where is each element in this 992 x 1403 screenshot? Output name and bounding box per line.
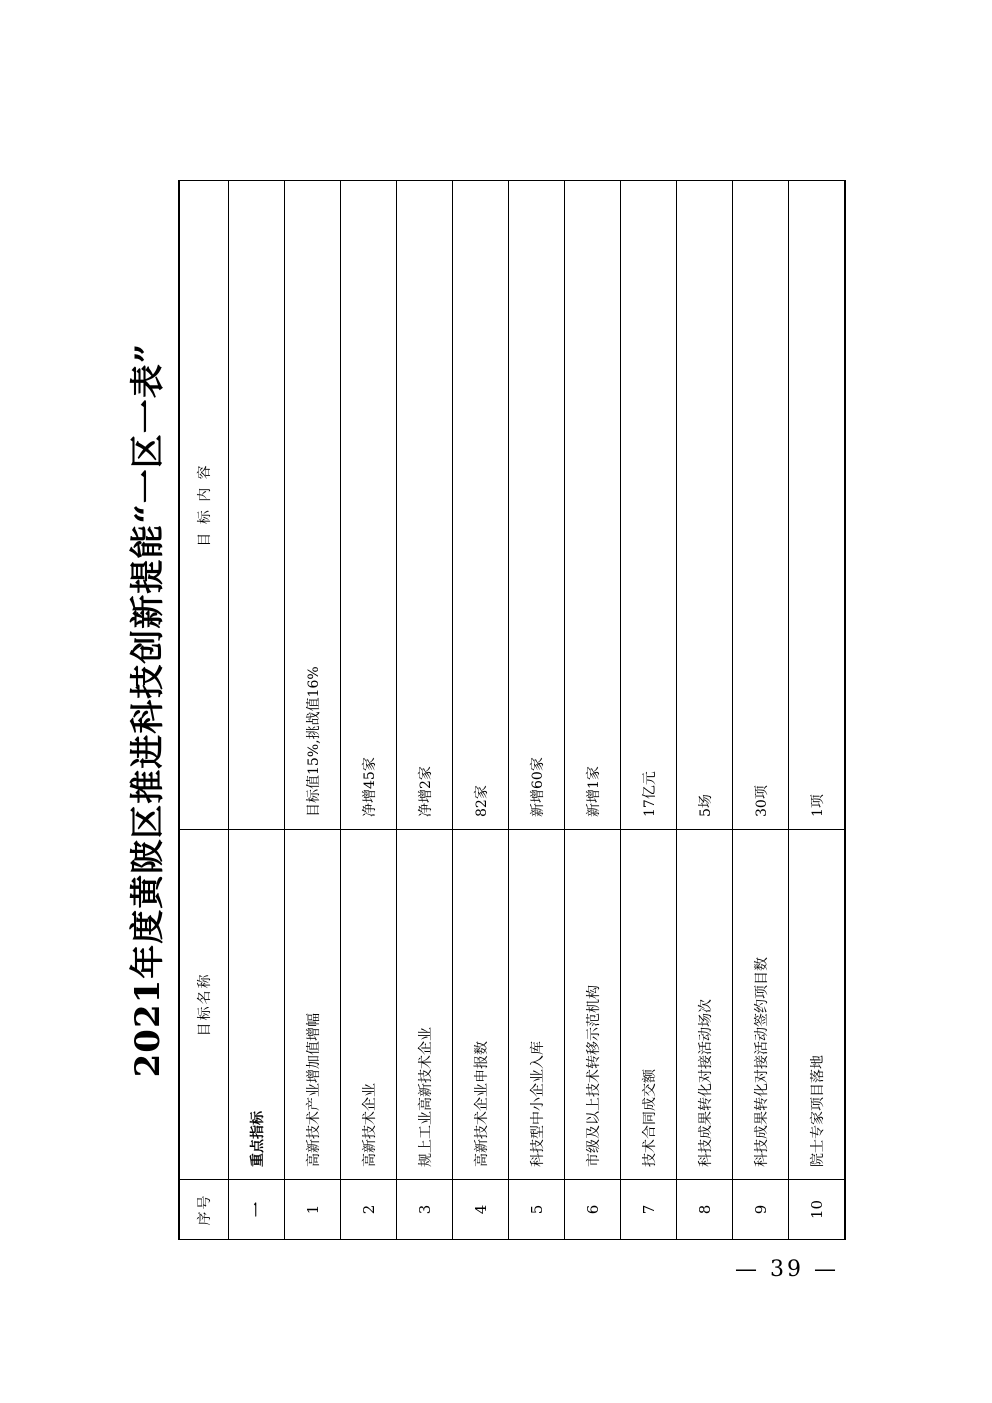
table-row <box>509 181 565 1240</box>
table-row <box>789 181 846 1240</box>
table-row <box>677 181 733 1240</box>
table-row <box>733 181 789 1240</box>
row-target: 82家 <box>453 181 509 830</box>
row-target: 目标值15%,挑战值16% <box>285 181 341 830</box>
table-body <box>229 181 846 1240</box>
row-no: 4 <box>453 1180 509 1240</box>
indicator-table <box>178 180 846 1240</box>
header-target: 目 标 内 容 <box>179 181 229 830</box>
row-name: 高新技术产业增加值增幅 <box>285 830 341 1180</box>
section-row <box>229 181 285 1240</box>
row-no: 10 <box>789 1180 846 1240</box>
row-target: 净增45家 <box>341 181 397 830</box>
row-name: 技术合同成交额 <box>621 830 677 1180</box>
row-target: 新增60家 <box>509 181 565 830</box>
section-no: 一 <box>229 1180 285 1240</box>
row-no: 6 <box>565 1180 621 1240</box>
row-name: 科技成果转化对接活动签约项目数 <box>733 830 789 1180</box>
row-target: 5场 <box>677 181 733 830</box>
table-row <box>397 181 453 1240</box>
row-no: 5 <box>509 1180 565 1240</box>
header-no: 序号 <box>179 1180 229 1240</box>
table-row <box>285 181 341 1240</box>
row-name: 高新技术企业申报数 <box>453 830 509 1180</box>
table-row <box>453 181 509 1240</box>
row-no: 1 <box>285 1180 341 1240</box>
rotated-page <box>50 160 910 1260</box>
row-target: 30项 <box>733 181 789 830</box>
table-row <box>621 181 677 1240</box>
row-no: 3 <box>397 1180 453 1240</box>
row-name: 科技成果转化对接活动场次 <box>677 830 733 1180</box>
table-row <box>341 181 397 1240</box>
section-name: 重点指标 <box>229 830 285 1180</box>
section-target <box>229 181 285 830</box>
table-row <box>565 181 621 1240</box>
row-no: 8 <box>677 1180 733 1240</box>
row-name: 市级及以上技术转移示范机构 <box>565 830 621 1180</box>
row-target: 17亿元 <box>621 181 677 830</box>
header-name: 目标名称 <box>179 830 229 1180</box>
table-header-row <box>179 181 229 1240</box>
page-number: — 39 — <box>735 1257 839 1282</box>
row-name: 科技型中小企业入库 <box>509 830 565 1180</box>
row-name: 规上工业高新技术企业 <box>397 830 453 1180</box>
row-no: 2 <box>341 1180 397 1240</box>
row-target: 净增2家 <box>397 181 453 830</box>
row-name: 高新技术企业 <box>341 830 397 1180</box>
row-target: 1项 <box>789 181 846 830</box>
document-title: 2021年度黄陂区推进科技创新提能“一区一表” <box>128 342 168 1078</box>
row-target: 新增1家 <box>565 181 621 830</box>
row-no: 9 <box>733 1180 789 1240</box>
indicator-table-wrapper <box>178 180 846 1240</box>
row-name: 院士专家项目落地 <box>789 830 846 1180</box>
row-no: 7 <box>621 1180 677 1240</box>
